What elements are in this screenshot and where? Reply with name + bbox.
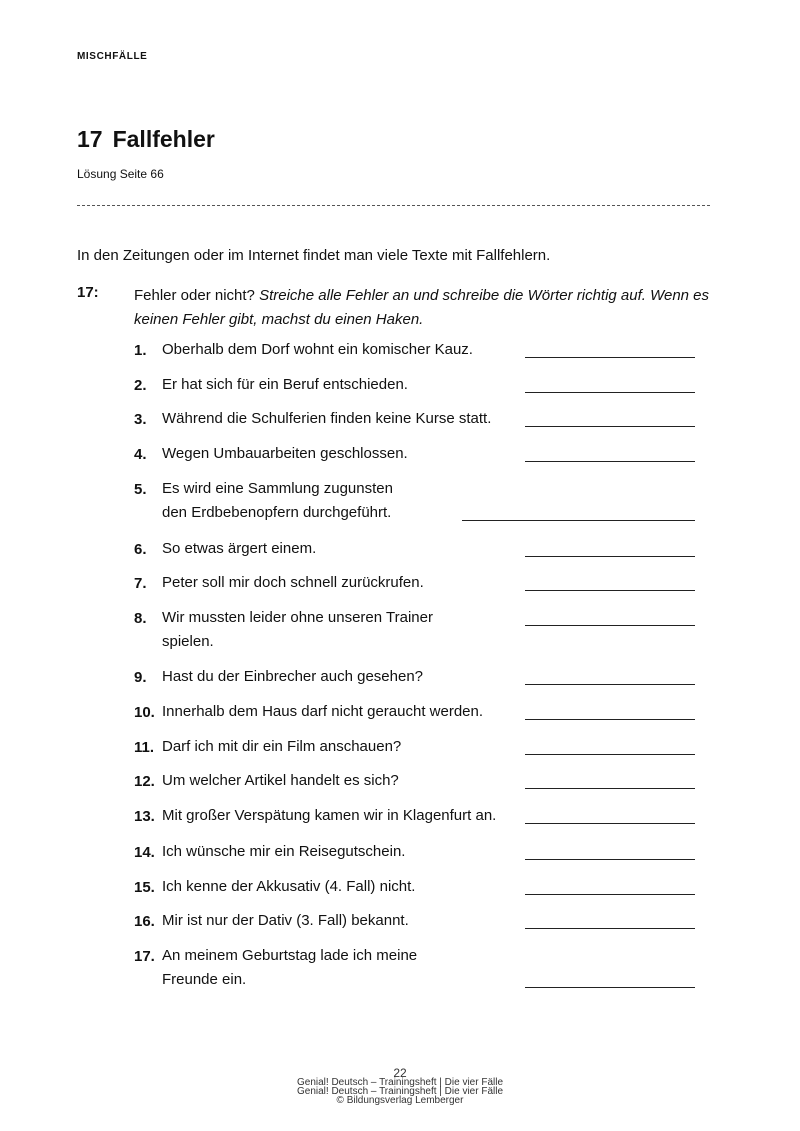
item-number: 4. [134,446,147,463]
item-sentence-line: Ich wünsche mir ein Reisegutschein. [162,843,406,860]
item-number: 1. [134,342,147,359]
item-sentence-line: An meinem Geburtstag lade ich meine [162,947,418,964]
item-sentence [162,804,496,828]
item-number: 17. [134,948,155,965]
item-number: 2. [134,377,147,394]
item-sentence [162,407,491,431]
item-sentence-line: Oberhalb dem Dorf wohnt ein komischer Kauz. [162,341,473,358]
answer-line[interactable] [525,461,695,462]
item-sentence-line: Hast du der Einbrecher auch gesehen? [162,668,424,685]
footer-title: Genial! Deutsch – Trainingsheft | Die vier Fälle [296,1077,504,1088]
item-sentence-line: den Erdbebenopfern durchgeführt. [162,504,392,521]
item-sentence [162,735,401,759]
item-sentence [162,875,415,899]
item-sentence-line: Mit großer Verspätung kamen wir in Klagenfurt an. [162,807,497,824]
item-number: 8. [134,610,147,627]
answer-line[interactable] [525,426,695,427]
title-text: Fallfehler [112,126,215,152]
item-sentence-line: Darf ich mit dir ein Film anschauen? [162,738,402,755]
answer-line[interactable] [525,625,695,626]
item-sentence [162,840,405,864]
section-label: MISCHFÄLLE [77,51,148,62]
item-sentence [162,477,393,525]
task-instruction-italic: Streiche alle Fehler an und schreibe die Wörter richtig auf. Wenn es keinen Fehler gibt, machst du einen Haken. [134,287,710,328]
item-number: 9. [134,669,147,686]
item-number: 11. [134,739,155,756]
item-sentence-line: Wir mussten leider ohne unseren Trainer [162,609,433,626]
item-sentence [162,571,424,595]
item-sentence-line: spielen. [162,633,214,650]
answer-line[interactable] [525,987,695,988]
item-number: 5. [134,481,147,498]
answer-line[interactable] [525,928,695,929]
item-sentence-line: Innerhalb dem Haus darf nicht geraucht werden. [162,703,484,720]
page-title [77,126,215,153]
item-sentence [162,665,423,689]
item-sentence-line: So etwas ärgert einem. [162,540,317,557]
footer-publisher: © Bildungsverlag Lemberger [336,1095,464,1106]
item-sentence [162,442,408,466]
item-number: 15. [134,879,155,896]
item-sentence [162,338,473,362]
task-instructions [134,284,714,332]
item-sentence [162,606,433,654]
item-number: 14. [134,844,155,861]
item-number: 3. [134,411,147,428]
item-sentence [162,769,399,793]
item-sentence [162,909,409,933]
intro-text: In den Zeitungen oder im Internet findet man viele Texte mit Fallfehlern. [77,247,551,264]
page-number: 22 [393,1066,407,1080]
item-number: 12. [134,773,155,790]
item-number: 10. [134,704,155,721]
page-footer [0,1068,800,1105]
dashed-divider [77,205,710,206]
item-number: 13. [134,808,155,825]
item-sentence-line: Um welcher Artikel handelt es sich? [162,772,399,789]
answer-line[interactable] [525,823,695,824]
solution-reference: Lösung Seite 66 [77,167,164,181]
item-sentence-line: Ich kenne der Akkusativ (4. Fall) nicht. [162,878,416,895]
task-number: 17: [77,284,99,301]
item-sentence [162,537,316,561]
item-number: 7. [134,575,147,592]
answer-line[interactable] [525,894,695,895]
answer-line[interactable] [525,754,695,755]
exercise-number: 17 [77,126,103,152]
answer-line[interactable] [525,859,695,860]
answer-line[interactable] [525,590,695,591]
item-number: 6. [134,541,147,558]
answer-line[interactable] [525,556,695,557]
answer-line[interactable] [525,357,695,358]
item-sentence-line: Während die Schulferien finden keine Kurse statt. [162,410,492,427]
answer-line[interactable] [525,684,695,685]
item-sentence-line: Peter soll mir doch schnell zurückrufen. [162,574,424,591]
answer-line[interactable] [462,520,695,521]
answer-line[interactable] [525,392,695,393]
item-sentence-line: Mir ist nur der Dativ (3. Fall) bekannt. [162,912,409,929]
item-sentence-line: Freunde ein. [162,971,247,988]
item-number: 16. [134,913,155,930]
item-sentence [162,700,483,724]
footer-title-duplicate: Genial! Deutsch – Trainingsheft | Die vier Fälle [296,1086,504,1097]
item-sentence-line: Er hat sich für ein Beruf entschieden. [162,376,408,393]
item-sentence-line: Es wird eine Sammlung zugunsten [162,480,393,497]
answer-line[interactable] [525,719,695,720]
task-question: Fehler oder nicht? [134,287,260,304]
item-sentence [162,373,408,397]
item-sentence [162,944,417,992]
item-sentence-line: Wegen Umbauarbeiten geschlossen. [162,445,408,462]
answer-line[interactable] [525,788,695,789]
